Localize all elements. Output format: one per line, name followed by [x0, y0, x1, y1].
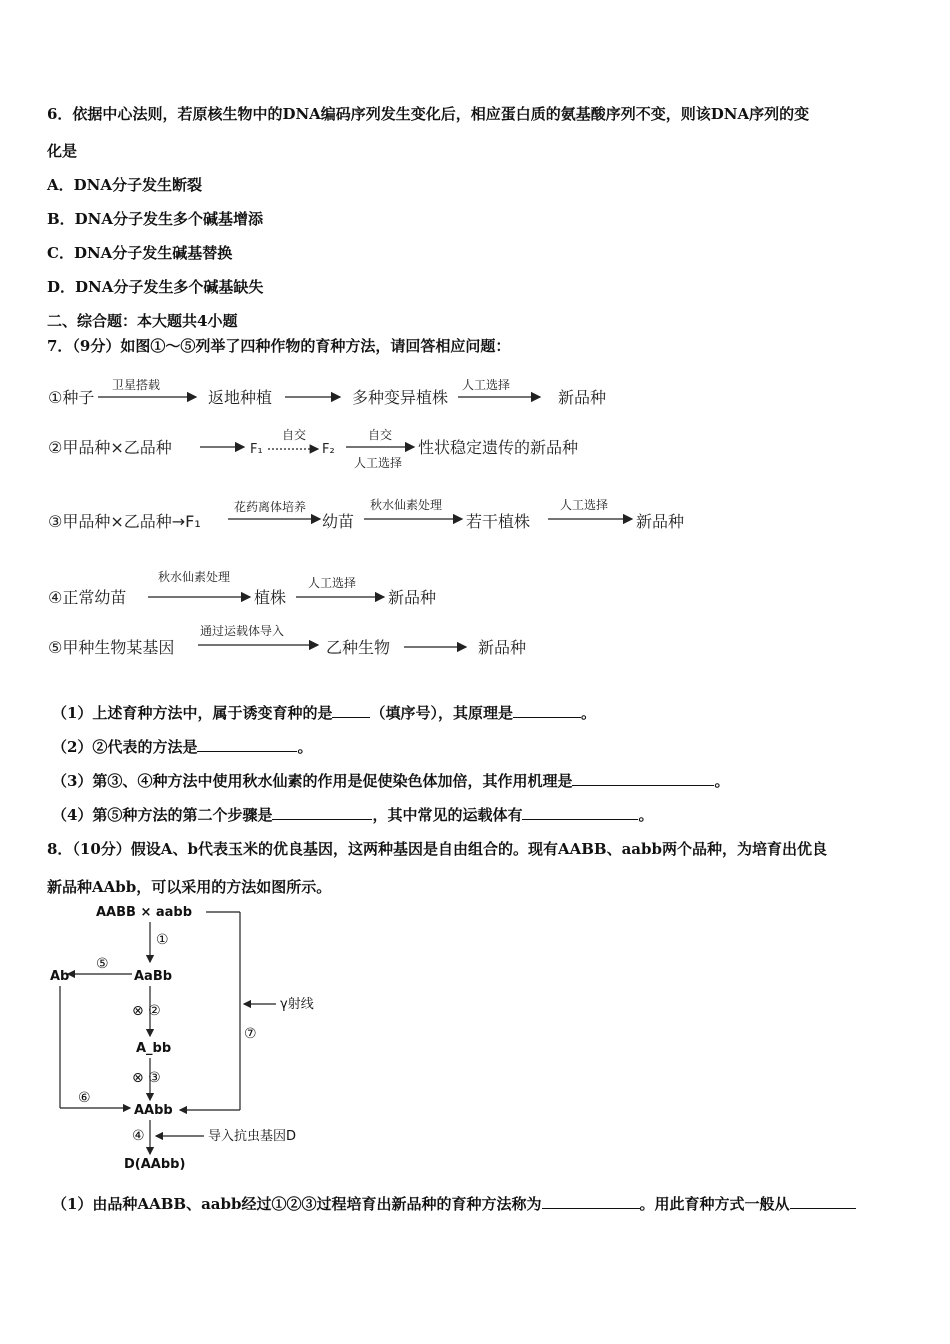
q8-final: D(AAbb): [124, 1157, 186, 1172]
q7-sub4-text-b: ，其中常见的运载体有: [372, 806, 523, 824]
q8-aabb-target: AAbb: [134, 1103, 173, 1118]
q7-sub2-period: 。: [297, 738, 313, 756]
flow3-arrow3-label: 人工选择: [560, 498, 609, 512]
q8-step2: ⊗ ②: [132, 1003, 161, 1019]
q7-sub2-blank[interactable]: [197, 738, 297, 752]
flow3-arrow1-label: 花药离体培养: [234, 500, 307, 514]
q8-gamma-label: γ射线: [280, 997, 314, 1012]
q8-gene-label: 导入抗虫基因D: [208, 1129, 297, 1144]
q6-stem-line2: 化是: [47, 142, 78, 160]
flow-4: [48, 569, 436, 607]
flow2-arrow2-label: 自交: [282, 428, 307, 442]
breeding-flow-diagram: [0, 365, 760, 665]
q7-sub4-text-a: （4）第⑤种方法的第二个步骤是: [52, 806, 273, 824]
q7-sub4-period: 。: [638, 806, 654, 824]
q7-sub1-blank1[interactable]: [332, 704, 370, 718]
q7-stem: 7．（9分）如图①～⑤列举了四种作物的育种方法，请回答相应问题：: [47, 337, 511, 355]
flow2-node3: 性状稳定遗传的新品种: [418, 438, 579, 457]
flow1-arrow1-label: 卫星搭载: [112, 378, 161, 392]
flow1-start: ①种子: [48, 388, 95, 407]
flow4-node2: 新品种: [388, 588, 437, 607]
flow3-node2: 若干植株: [466, 512, 531, 531]
q8-step4: ④: [132, 1128, 145, 1144]
q8-sub1-blank1[interactable]: [542, 1195, 640, 1209]
flow3-arrow2-label: 秋水仙素处理: [370, 498, 443, 512]
flow2-start: ②甲品种×乙品种: [48, 438, 172, 457]
q7-sub3: [52, 770, 729, 791]
q8-abb: A_bb: [136, 1041, 172, 1056]
q8-sub1: [52, 1193, 856, 1214]
flow2-arrow3-bottom: 人工选择: [354, 456, 403, 470]
q6-option-d: D．DNA分子发生多个碱基缺失: [47, 278, 264, 296]
q6-option-a: A．DNA分子发生断裂: [47, 176, 202, 194]
q8-breeding-diagram: [40, 900, 340, 1175]
flow2-node1: F₁: [250, 442, 263, 457]
q8-sub1-blank2[interactable]: [790, 1195, 856, 1209]
flow2-arrow3-top: 自交: [368, 428, 393, 442]
flow4-arrow2-label: 人工选择: [308, 576, 357, 590]
q8-step6: ⑥: [78, 1090, 91, 1106]
q8-stem-line1: 8．（10分）假设A、b代表玉米的优良基因，这两种基因是自由组合的。现有AABB、aabb两个品种，为培育出优良: [47, 840, 827, 858]
q6-option-b: B．DNA分子发生多个碱基增添: [47, 210, 264, 228]
q8-sub1-text-b: 。用此育种方式一般从: [639, 1195, 790, 1213]
flow-2: [48, 428, 578, 470]
flow1-node1: 返地种植: [208, 388, 273, 407]
q6-option-c: C．DNA分子发生碱基替换: [47, 244, 233, 262]
q8-step3: ⊗ ③: [132, 1070, 161, 1086]
flow2-node2: F₂: [322, 442, 335, 457]
flow3-node1: 幼苗: [322, 512, 355, 531]
flow1-arrow3-label: 人工选择: [462, 378, 511, 392]
flow1-node2: 多种变异植株: [352, 388, 449, 407]
q7-sub4-blank1[interactable]: [272, 806, 372, 820]
q7-sub1: [52, 702, 596, 723]
flow3-node3: 新品种: [636, 512, 685, 531]
q8-stem-line2: 新品种AAbb，可以采用的方法如图所示。: [47, 878, 332, 896]
flow4-start: ④正常幼苗: [48, 588, 127, 607]
q8-step7: ⑦: [244, 1026, 257, 1042]
flow5-start: ⑤甲种生物某基因: [48, 638, 175, 657]
q8-ab: Ab: [50, 969, 70, 984]
flow4-node1: 植株: [254, 588, 287, 607]
q8-parents: AABB × aabb: [96, 905, 193, 920]
q7-sub3-blank[interactable]: [572, 772, 714, 786]
q7-sub1-period: 。: [580, 704, 596, 722]
flow-3: [48, 497, 684, 531]
q7-sub2: [52, 736, 312, 757]
flow5-node1: 乙种生物: [326, 638, 391, 657]
q7-sub2-text: （2）②代表的方法是: [52, 738, 198, 756]
q6-stem-line1: 6．依据中心法则，若原核生物中的DNA编码序列发生变化后，相应蛋白质的氨基酸序列不变，则该DNA序列的变: [47, 105, 810, 123]
flow4-arrow1-label: 秋水仙素处理: [158, 570, 231, 584]
q7-sub4-blank2[interactable]: [522, 806, 638, 820]
q7-sub4: [52, 804, 653, 825]
q7-sub3-text: （3）第③、④种方法中使用秋水仙素的作用是促使染色体加倍，其作用机理是: [52, 772, 573, 790]
flow-1: [48, 377, 606, 407]
flow3-start: ③甲品种×乙品种→F₁: [48, 512, 201, 531]
q7-sub1-blank2[interactable]: [513, 704, 581, 718]
q7-sub1-text-b: （填序号），其原理是: [370, 704, 513, 722]
q8-step5: ⑤: [96, 956, 109, 972]
q7-sub3-period: 。: [714, 772, 730, 790]
flow1-node3: 新品种: [558, 388, 607, 407]
q8-step1: ①: [156, 932, 169, 948]
flow5-node2: 新品种: [478, 638, 527, 657]
section2-title: 二、综合题：本大题共4小题: [47, 312, 238, 330]
q8-sub1-text-a: （1）由品种AABB、aabb经过①②③过程培育出新品种的育种方法称为: [52, 1195, 542, 1213]
flow-5: [48, 623, 526, 657]
flow5-arrow1-label: 通过运载体导入: [200, 624, 285, 638]
q8-f1: AaBb: [134, 969, 173, 984]
q7-sub1-text-a: （1）上述育种方法中，属于诱变育种的是: [52, 704, 333, 722]
